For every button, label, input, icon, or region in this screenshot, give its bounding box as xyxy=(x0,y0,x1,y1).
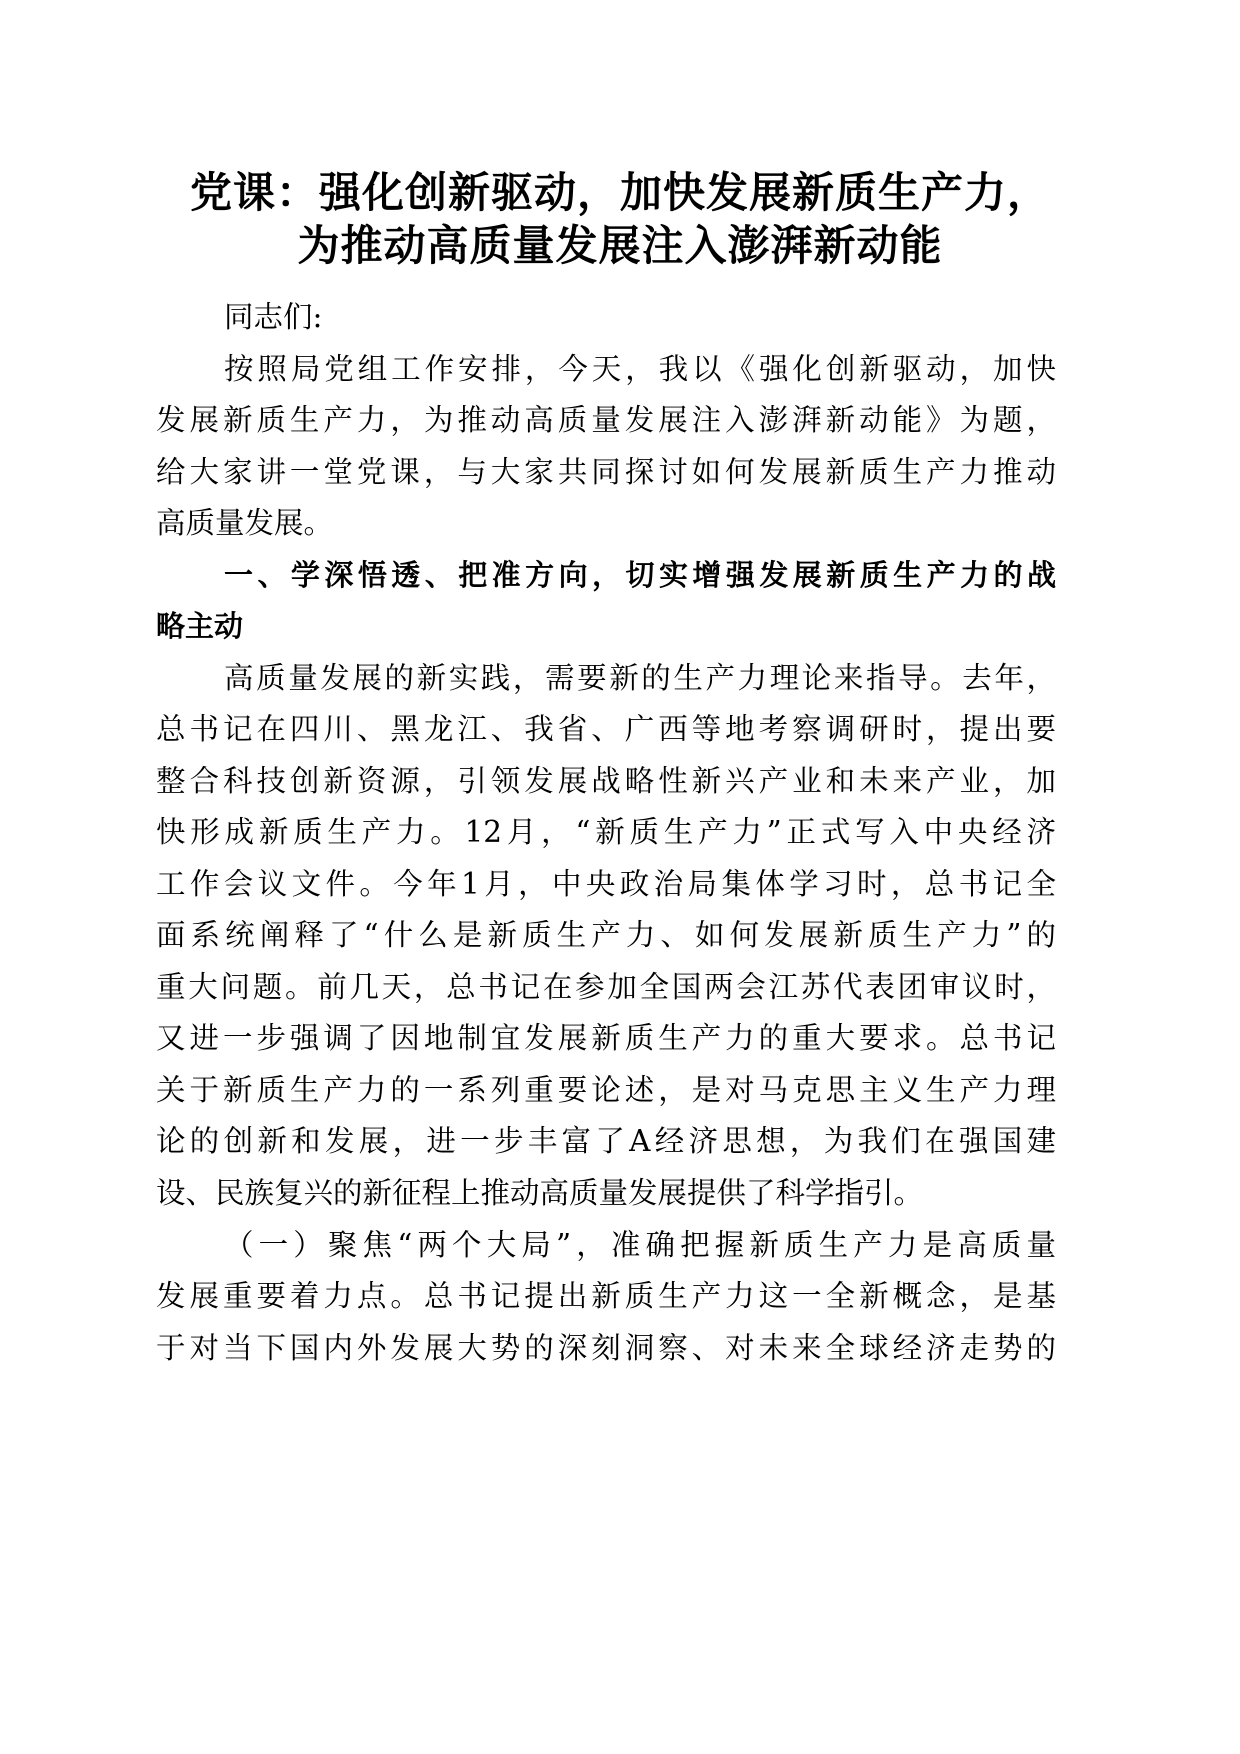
paragraph-2-line: 整合科技创新资源，引领发展战略性新兴产业和未来产业，加 xyxy=(156,764,1056,798)
paragraph-3-line: 于对当下国内外发展大势的深刻洞察、对未来全球经济走势的 xyxy=(156,1331,1056,1365)
paragraph-1-line: 给大家讲一堂党课，与大家共同探讨如何发展新质生产力推动 xyxy=(156,455,1056,489)
paragraph-1-line: 按照局党组工作安排，今天，我以《强化创新驱动，加快 xyxy=(224,352,1056,386)
paragraph-2-line: 高质量发展的新实践，需要新的生产力理论来指导。去年， xyxy=(224,661,1056,695)
paragraph-3-line: （一）聚焦“两个大局”，准确把握新质生产力是高质量 xyxy=(224,1228,1056,1262)
section-heading-1: 一、学深悟透、把准方向，切实增强发展新质生产力的战 xyxy=(224,558,1056,592)
section-heading-1: 略主动 xyxy=(156,609,244,643)
paragraph-1-line: 高质量发展。 xyxy=(156,506,334,540)
salutation: 同志们: xyxy=(224,300,323,334)
paragraph-2-line: 总书记在四川、黑龙江、我省、广西等地考察调研时，提出要 xyxy=(156,712,1056,746)
paragraph-2-line: 重大问题。前几天，总书记在参加全国两会江苏代表团审议时， xyxy=(156,970,1056,1004)
paragraph-2-line: 又进一步强调了因地制宜发展新质生产力的重大要求。总书记 xyxy=(156,1021,1056,1055)
paragraph-1-line: 发展新质生产力，为推动高质量发展注入澎湃新动能》为题， xyxy=(156,403,1056,437)
paragraph-2-line: 工作会议文件。今年1月，中央政治局集体学习时，总书记全 xyxy=(156,867,1056,901)
paragraph-2-line: 论的创新和发展，进一步丰富了A经济思想，为我们在强国建 xyxy=(156,1124,1056,1158)
paragraph-2-line: 设、民族复兴的新征程上推动高质量发展提供了科学指引。 xyxy=(156,1176,924,1210)
document-title-line-2: 为推动高质量发展注入澎湃新动能 xyxy=(297,221,943,270)
paragraph-2-line: 快形成新质生产力。12月，“新质生产力”正式写入中央经济 xyxy=(156,815,1056,849)
paragraph-2-line: 关于新质生产力的一系列重要论述，是对马克思主义生产力理 xyxy=(156,1073,1056,1107)
paragraph-2-line: 面系统阐释了“什么是新质生产力、如何发展新质生产力”的 xyxy=(156,918,1056,952)
paragraph-3-line: 发展重要着力点。总书记提出新质生产力这一全新概念，是基 xyxy=(156,1279,1056,1313)
document-title-line-1: 党课：强化创新驱动，加快发展新质生产力， xyxy=(189,168,1050,217)
